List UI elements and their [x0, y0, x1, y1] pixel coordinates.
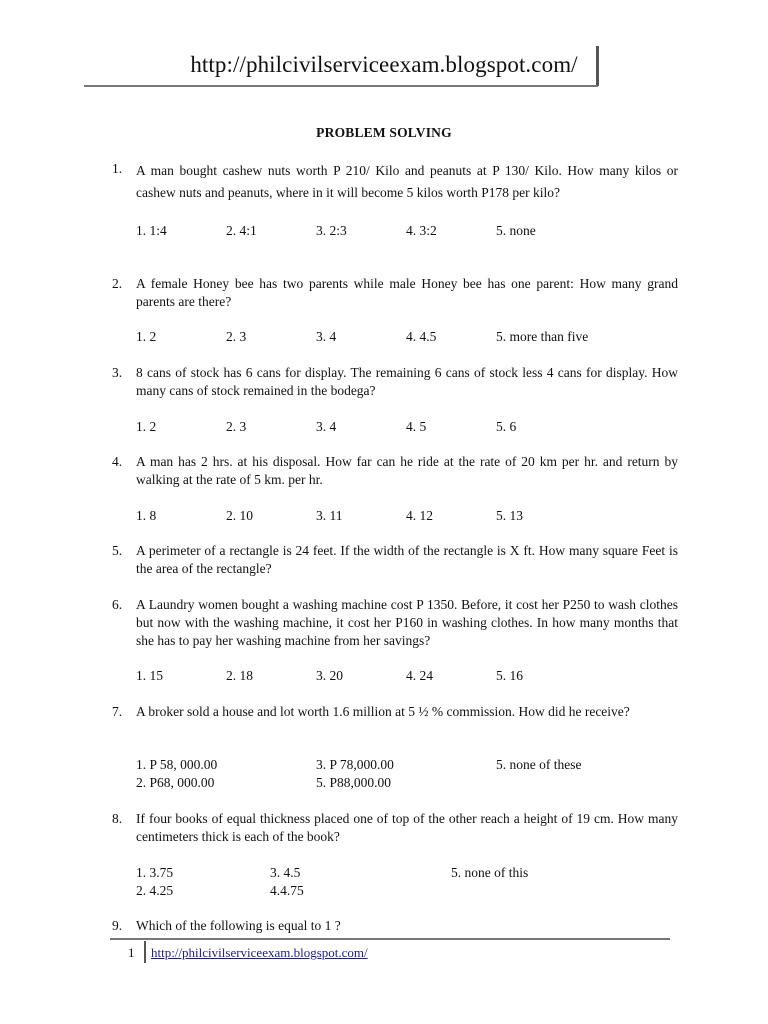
choice-3: 3. 2:3	[316, 223, 347, 238]
question-number: 5.	[112, 543, 123, 558]
question-3	[112, 364, 678, 400]
choice-5: 5. 13	[496, 508, 523, 523]
choice-1: 1. 1:4	[136, 223, 167, 238]
choice-5: 5. none of this	[451, 865, 529, 880]
question-number: 4.	[112, 454, 123, 469]
header-url: http://philcivilserviceexam.blogspot.com/	[190, 52, 578, 77]
choice-4: 4. 3:2	[406, 223, 437, 238]
choice-5: 5. none of these	[496, 757, 582, 772]
header-rule	[84, 85, 598, 87]
question-number: 1.	[112, 161, 123, 176]
choice-5b: 5. P88,000.00	[316, 775, 392, 790]
choice-1: 1. 15	[136, 668, 163, 683]
choice-2: 2. 18	[226, 668, 253, 683]
choice-4: 4.4.75	[270, 883, 304, 898]
question-number: 8.	[112, 811, 123, 826]
choice-5: 5. 16	[496, 668, 523, 683]
question-8	[112, 810, 678, 846]
question-2	[112, 275, 678, 311]
choice-2: 2. 4:1	[226, 223, 257, 238]
question-number: 2.	[112, 276, 123, 291]
footer-link[interactable]: http://philcivilserviceexam.blogspot.com/	[151, 945, 368, 960]
question-number: 7.	[112, 704, 123, 719]
choice-4: 4. 5	[406, 419, 427, 434]
choice-3: 3. 4	[316, 419, 337, 434]
choice-2: 2. 10	[226, 508, 253, 523]
question-number: 3.	[112, 365, 123, 380]
choice-1: 1. 2	[136, 419, 157, 434]
choice-2: 2. 3	[226, 329, 247, 344]
choice-4: 4. 4.5	[406, 329, 437, 344]
footer-rule	[110, 938, 670, 940]
choice-2: 2. P68, 000.00	[136, 775, 215, 790]
choice-3: 3. P 78,000.00	[316, 757, 394, 772]
choice-1: 1. 2	[136, 329, 157, 344]
question-text: A perimeter of a rectangle is 24 feet. If the width of the rectangle is X ft. How many square Feet is the area of the rectangle?	[136, 543, 678, 576]
page-number: 1	[128, 945, 135, 960]
question-4	[112, 453, 678, 489]
page-title: PROBLEM SOLVING	[316, 125, 452, 140]
choice-2: 2. 3	[226, 419, 247, 434]
footer-vertical-bar	[144, 941, 146, 963]
question-7	[112, 703, 678, 721]
choice-3: 3. 4	[316, 329, 337, 344]
choice-3: 3. 11	[316, 508, 343, 523]
choice-3: 3. 20	[316, 668, 343, 683]
question-text: Which of the following is equal to 1 ?	[136, 918, 341, 933]
choice-5: 5. more than five	[496, 329, 589, 344]
question-number: 6.	[112, 597, 123, 612]
question-1	[112, 160, 678, 204]
choice-2: 2. 4.25	[136, 883, 174, 898]
header-vertical-bar	[596, 46, 599, 86]
question-5	[112, 542, 678, 578]
choice-1: 1. 8	[136, 508, 157, 523]
question-6	[112, 596, 678, 650]
question-text: If four books of equal thickness placed one of top of the other reach a height of 19 cm. How many centimeters thick is each of the book?	[136, 811, 678, 844]
choice-3: 3. 4.5	[270, 865, 301, 880]
choice-1: 1. P 58, 000.00	[136, 757, 218, 772]
choice-5: 5. none	[496, 223, 536, 238]
question-text: A female Honey bee has two parents while male Honey bee has one parent: How many grand parents are there?	[136, 276, 678, 309]
question-text: 8 cans of stock has 6 cans for display. The remaining 6 cans of stock less 4 cans for display. How many cans of stock remained in the bodega?	[136, 365, 678, 398]
choice-1: 1. 3.75	[136, 865, 174, 880]
question-text: A broker sold a house and lot worth 1.6 million at 5 ½ % commission. How did he receive?	[136, 704, 630, 719]
choice-5: 5. 6	[496, 419, 517, 434]
choice-4: 4. 24	[406, 668, 433, 683]
question-9	[112, 917, 678, 935]
question-number: 9.	[112, 918, 123, 933]
question-text: A Laundry women bought a washing machine cost P 1350. Before, it cost her P250 to wash clothes but now with the washing machine, it cost her P160 in washing clothes. In how many months that she has to pay her washing machine from her savings?	[136, 597, 678, 648]
choice-4: 4. 12	[406, 508, 433, 523]
question-text: A man has 2 hrs. at his disposal. How far can he ride at the rate of 20 km per hr. and return by walking at the rate of 5 km. per hr.	[136, 454, 678, 487]
question-text: A man bought cashew nuts worth P 210/ Kilo and peanuts at P 130/ Kilo. How many kilos or cashew nuts and peanuts, where in it will become 5 kilos worth P178 per kilo?	[136, 163, 678, 200]
